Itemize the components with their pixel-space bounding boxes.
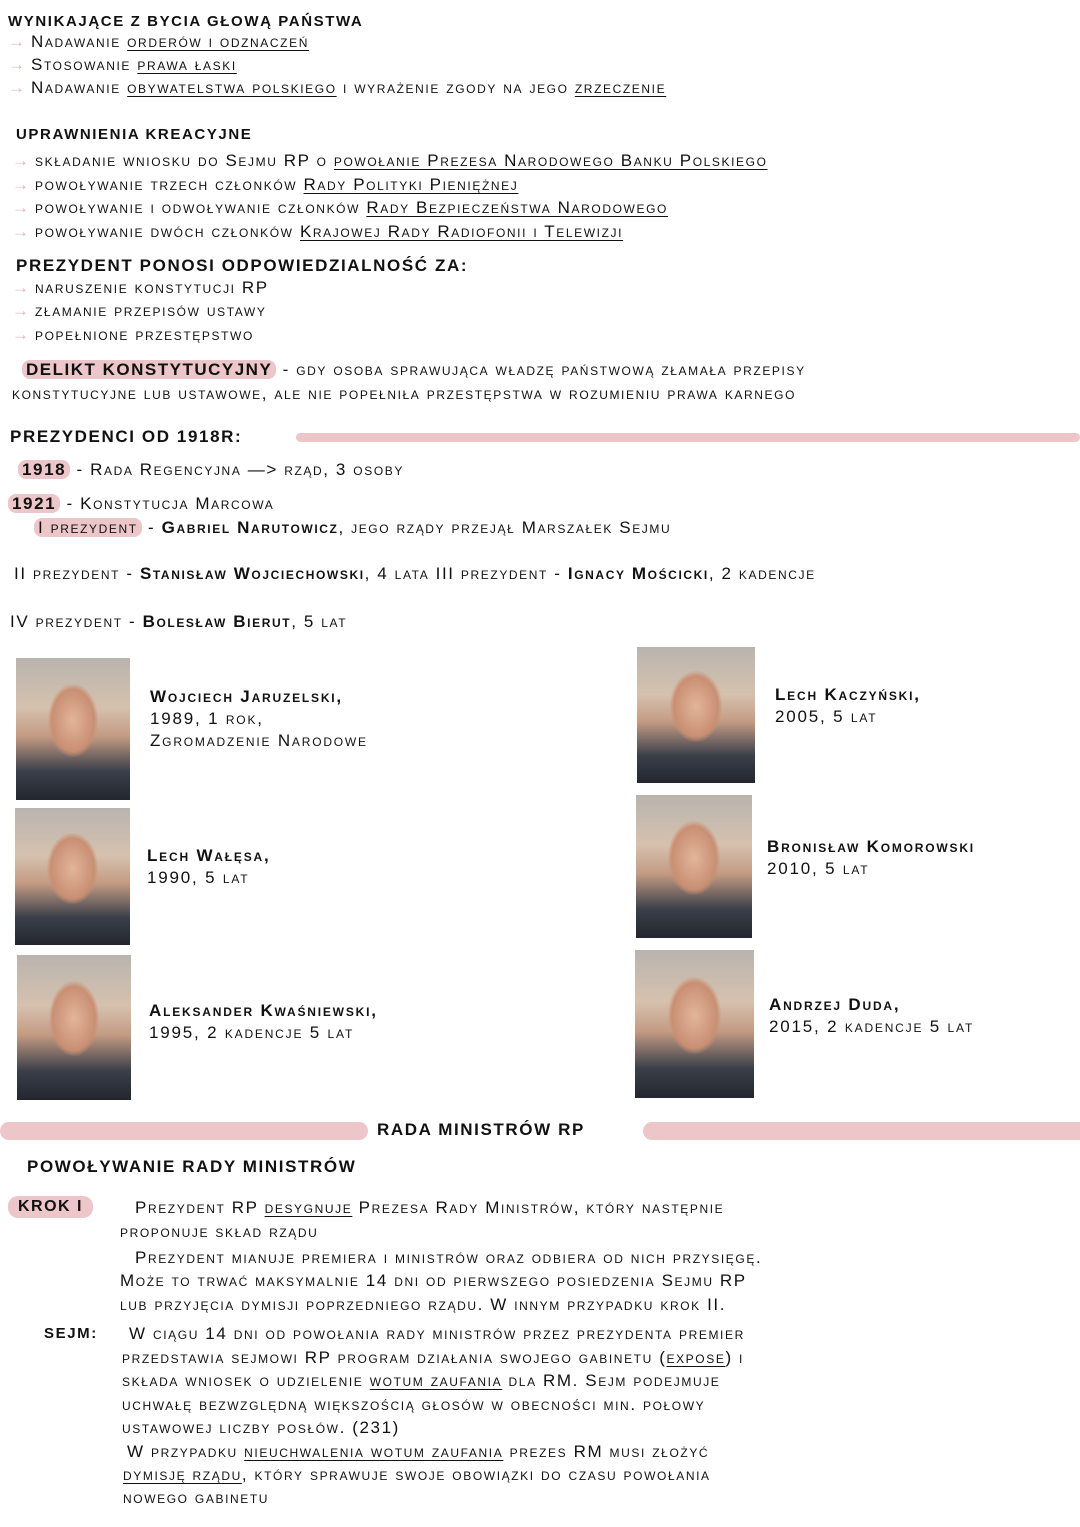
arrow-icon: → [8,55,25,74]
heading-head-of-state: WYNIKAJĄCE Z BYCIA GŁOWĄ PAŃSTWA [8,13,364,30]
sejm-label: SEJM: [44,1325,98,1342]
text-segment: I prezydent [34,518,142,537]
text-segment: uchwałę bezwzględną większością głosów w obecności min. połowy [122,1395,706,1414]
krok-badge: KROK I [8,1196,93,1218]
section-bar-right [643,1122,1080,1140]
photo-komorowski [636,795,752,938]
info: 1995, 2 kadencje 5 lat [149,1023,355,1042]
text-segment: powołanie Prezesa Narodowego Banku Polskiego [333,151,768,170]
text-line [127,1442,709,1462]
text-segment: 1918 [18,460,70,479]
heading-powolywanie: POWOŁYWANIE RADY MINISTRÓW [27,1157,357,1176]
text-segment: Stosowanie [31,55,138,74]
arrow-icon: → [12,175,29,194]
delikt-def: - gdy osoba sprawująca władzę państwową złamała przepisy [276,360,806,379]
caption-kwasniewski [149,1000,378,1044]
text-line [8,494,274,514]
text-segment: składa wniosek o udzielenie [122,1371,370,1390]
text-segment: powoływanie i odwoływanie członków [35,198,367,217]
text-line [12,278,269,298]
text-segment: , jego rządy przejął Marszałek Sejmu [338,518,672,537]
text-segment: , 5 lat [291,612,348,631]
text-line [12,222,623,242]
text-segment: Rady Bezpieczeństwa Narodowego [366,198,668,217]
text-line [12,151,768,171]
text-segment: prezes RM musi złożyć [503,1442,710,1461]
text-line [122,1348,744,1368]
text-segment: - Konstytucja Marcowa [60,494,275,513]
info: 1989, 1 rok, [150,709,264,728]
text-segment: przedstawia sejmowi RP program działania swojego gabinetu ( [122,1348,667,1367]
arrow-icon: → [8,78,25,97]
text-line [18,460,404,480]
text-segment: Może to trwać maksymalnie 14 dni od pierwszego posiedzenia Sejmu RP [120,1271,747,1290]
text-segment: W ciągu 14 dni od powołania rady ministrów przez prezydenta premier [129,1324,745,1343]
text-segment: Ignacy Mościcki [567,564,709,583]
text-line [34,518,671,538]
text-line [122,1371,720,1391]
photo-kaczynski [637,647,755,783]
caption-kaczynski [775,684,921,728]
text-segment: Rady Polityki Pieniężnej [303,175,519,194]
text-segment: ustawowej liczby posłów. (231) [122,1418,400,1437]
name: Bronisław Komorowski [767,837,975,856]
text-segment: Bolesław Bierut [142,612,292,631]
text-segment: Krajowej Rady Radiofonii i Telewizji [299,222,624,241]
arrow-icon: → [12,222,29,241]
arrow-icon: → [12,278,29,297]
text-segment: IV prezydent - [10,612,143,631]
text-line [12,301,266,321]
photo-walesa [15,808,130,945]
text-segment: nowego gabinetu [123,1488,270,1507]
text-segment: Nadawanie [31,32,128,51]
text-segment: orderów i odznaczeń [127,32,309,51]
caption-walesa [147,845,270,889]
text-line [14,564,816,584]
text-segment: zrzeczenie [574,78,667,97]
name: Andrzej Duda, [769,995,901,1014]
text-segment: składanie wniosku do Sejmu RP o [35,151,334,170]
text-line [122,1395,705,1415]
arrow-icon: → [8,32,25,51]
text-segment: 1921 [8,494,60,513]
text-line [123,1465,711,1485]
text-segment: złamanie przepisów ustawy [35,301,267,320]
photo-duda [635,950,754,1098]
text-line [10,612,347,632]
text-line [12,198,668,218]
text-segment: nieuchwalenia wotum zaufania [244,1442,504,1461]
text-segment: W przypadku [127,1442,245,1461]
name: Lech Wałęsa, [147,846,271,865]
text-segment: prawa łaski [137,55,237,74]
arrow-icon: → [12,301,29,320]
text-segment: , 4 lata III prezydent - [364,564,568,583]
info: 1990, 5 lat [147,868,250,887]
text-segment: popełnione przestępstwo [35,325,254,344]
text-segment: , 2 kadencje [708,564,816,583]
text-segment: wotum zaufania [369,1371,503,1390]
photo-kwasniewski [17,955,131,1100]
text-line [12,325,254,345]
heading-responsibility: PREZYDENT PONOSI ODPOWIEDZIALNOŚĆ ZA: [16,256,469,275]
text-segment: ) i [725,1348,744,1367]
text-line [8,55,237,75]
name: Aleksander Kwaśniewski, [149,1001,378,1020]
text-segment: dymisję rządu [123,1465,242,1484]
text-line [8,32,309,52]
text-segment: dla RM. Sejm podejmuje [502,1371,721,1390]
arrow-icon: → [12,151,29,170]
section-bar-left [0,1122,368,1140]
text-segment: powoływanie trzech członków [35,175,304,194]
name: Lech Kaczyński, [775,685,921,704]
text-segment: Stanisław Wojciechowski [139,564,365,583]
text-segment: - [141,518,162,537]
text-segment: Prezesa Rady Ministrów, który następnie [352,1198,725,1217]
text-segment: obywatelstwa polskiego [127,78,337,97]
text-line [122,1418,400,1438]
text-line [120,1222,318,1242]
delikt-term: DELIKT KONSTYTUCYJNY [22,360,276,379]
text-segment: i wyrażenie zgody na jego [336,78,575,97]
text-line [120,1295,726,1315]
photo-jaruzelski [16,658,130,800]
text-segment: - Rada Regencyjna —> rząd, 3 osoby [70,460,404,479]
caption-komorowski [767,836,975,880]
text-segment: II prezydent - [14,564,140,583]
text-segment: expose [666,1348,726,1367]
info: 2015, 2 kadencje 5 lat [769,1017,975,1036]
text-line [120,1271,747,1291]
info: 2010, 5 lat [767,859,870,878]
name: Wojciech Jaruzelski, [150,687,343,706]
text-line [135,1198,724,1218]
text-line [135,1248,762,1268]
arrow-icon: → [12,325,29,344]
text-segment: desygnuje [264,1198,353,1217]
text-segment: , który sprawuje swoje obowiązki do czasu powołania [241,1465,711,1484]
text-line [129,1324,745,1344]
text-segment: Nadawanie [31,78,128,97]
text-segment: Prezydent mianuje premiera i ministrów oraz odbiera od nich przysięgę. [135,1248,763,1267]
text-segment: Prezydent RP [135,1198,265,1217]
heading-kreacyjne: UPRAWNIENIA KREACYJNE [16,126,253,143]
text-segment: lub przyjęcia dymisji poprzedniego rządu. W innym przypadku krok II. [120,1295,727,1314]
text-segment: proponuje skład rządu [120,1222,319,1241]
text-line [123,1488,269,1508]
heading-presidents: PREZYDENCI OD 1918R: [10,427,243,446]
caption-duda [769,994,974,1038]
arrow-icon: → [12,198,29,217]
delikt-line-2: konstytucyjne lub ustawowe, ale nie popełniła przestępstwa w rozumieniu prawa karnego [12,384,797,403]
text-line [8,78,666,98]
text-segment: Gabriel Narutowicz [161,518,339,537]
text-line [12,175,518,195]
delikt-line [22,360,806,380]
text-segment: naruszenie konstytucji RP [35,278,269,297]
info: 2005, 5 lat [775,707,878,726]
caption-jaruzelski [150,686,368,752]
info-extra: Zgromadzenie Narodowe [150,731,368,750]
section-title-rada: RADA MINISTRÓW RP [377,1120,585,1139]
divider-bar [296,433,1080,442]
text-segment: powoływanie dwóch członków [35,222,300,241]
